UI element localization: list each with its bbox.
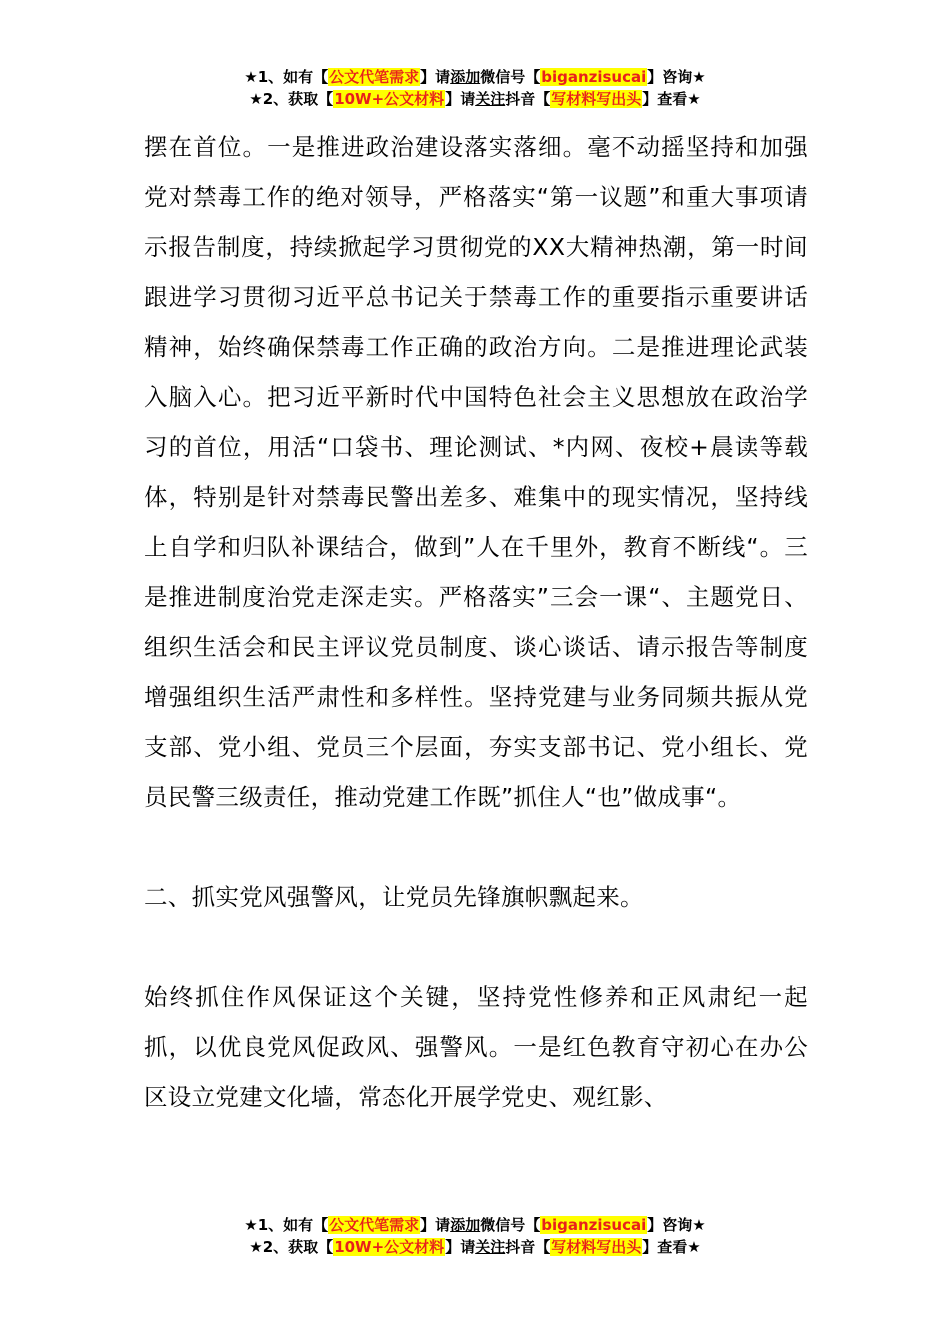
highlight-douyin: 写材料写出头 bbox=[551, 1238, 642, 1256]
header-banner bbox=[0, 66, 950, 110]
banner-text: 抖音【 bbox=[505, 1238, 551, 1256]
banner-text: ★1、如有【 bbox=[244, 68, 329, 86]
underlined-follow: 关注 bbox=[475, 1238, 506, 1256]
paragraph-1: 摆在首位。一是推进政治建设落实落细。毫不动摇坚持和加强党对禁毒工作的绝对领导，严格落实“第一议题”和重大事项请示报告制度，持续掀起学习贯彻党的XX大精神热潮，第一时间跟进学习贯彻习近平总书记关于禁毒工作的重要指示重要讲话精神，始终确保禁毒工作正确的政治方向。二是推进理论武装入脑入心。把习近平新时代中国特色社会主义思想放在政治学习的首位，用活“口袋书、理论测试、*内网、夜校+晨读等载体，特别是针对禁毒民警出差多、难集中的现实情况，坚持线上自学和归队补课结合，做到”人在千里外，教育不断线“。三是推进制度治党走深走实。严格落实”三会一课“、主题党日、组织生活会和民主评议党员制度、谈心谈话、请示报告等制度增强组织生活严肃性和多样性。坚持党建与业务同频共振从党支部、党小组、党员三个层面，夯实支部书记、党小组长、党员民警三级责任，推动党建工作既”抓住人“也”做成事“。 bbox=[144, 133, 808, 811]
banner-text: 抖音【 bbox=[505, 90, 551, 108]
banner-line-1 bbox=[0, 1214, 950, 1236]
banner-text: 】查看★ bbox=[642, 90, 701, 108]
highlight-ghostwriting: 公文代笔需求 bbox=[329, 68, 420, 86]
highlight-wechat-id: biganzisucai bbox=[541, 68, 647, 86]
banner-line-2 bbox=[0, 1236, 950, 1258]
banner-line-2 bbox=[0, 88, 950, 110]
paragraph-spacer bbox=[144, 922, 808, 972]
banner-text: 】查看★ bbox=[642, 1238, 701, 1256]
highlight-wechat-id: biganzisucai bbox=[541, 1216, 647, 1234]
banner-line-1 bbox=[0, 66, 950, 88]
banner-text: 】请 bbox=[420, 1216, 451, 1234]
banner-text: 微信号【 bbox=[480, 1216, 541, 1234]
banner-text: 微信号【 bbox=[480, 68, 541, 86]
footer-banner bbox=[0, 1214, 950, 1258]
banner-text: 】咨询★ bbox=[647, 68, 706, 86]
banner-text: 】请 bbox=[445, 1238, 476, 1256]
paragraph-2: 始终抓住作风保证这个关键，坚持党性修养和正风肃纪一起抓，以优良党风促政风、强警风。一是红色教育守初心在办公区设立党建文化墙，常态化开展学党史、观红影、 bbox=[144, 983, 808, 1111]
highlight-ghostwriting: 公文代笔需求 bbox=[329, 1216, 420, 1234]
highlight-materials: 10W+公文材料 bbox=[334, 1238, 445, 1256]
section-heading-2: 二、抓实党风强警风，让党员先锋旗帜飘起来。 bbox=[144, 883, 644, 911]
underlined-add: 添加 bbox=[450, 1216, 481, 1234]
underlined-add: 添加 bbox=[450, 68, 481, 86]
document-body bbox=[144, 122, 808, 1122]
banner-text: 】请 bbox=[445, 90, 476, 108]
underlined-follow: 关注 bbox=[475, 90, 506, 108]
banner-text: 】请 bbox=[420, 68, 451, 86]
banner-text: ★2、获取【 bbox=[249, 1238, 334, 1256]
paragraph-spacer bbox=[144, 822, 808, 872]
banner-text: ★1、如有【 bbox=[244, 1216, 329, 1234]
highlight-douyin: 写材料写出头 bbox=[551, 90, 642, 108]
highlight-materials: 10W+公文材料 bbox=[334, 90, 445, 108]
banner-text: ★2、获取【 bbox=[249, 90, 334, 108]
banner-text: 】咨询★ bbox=[647, 1216, 706, 1234]
